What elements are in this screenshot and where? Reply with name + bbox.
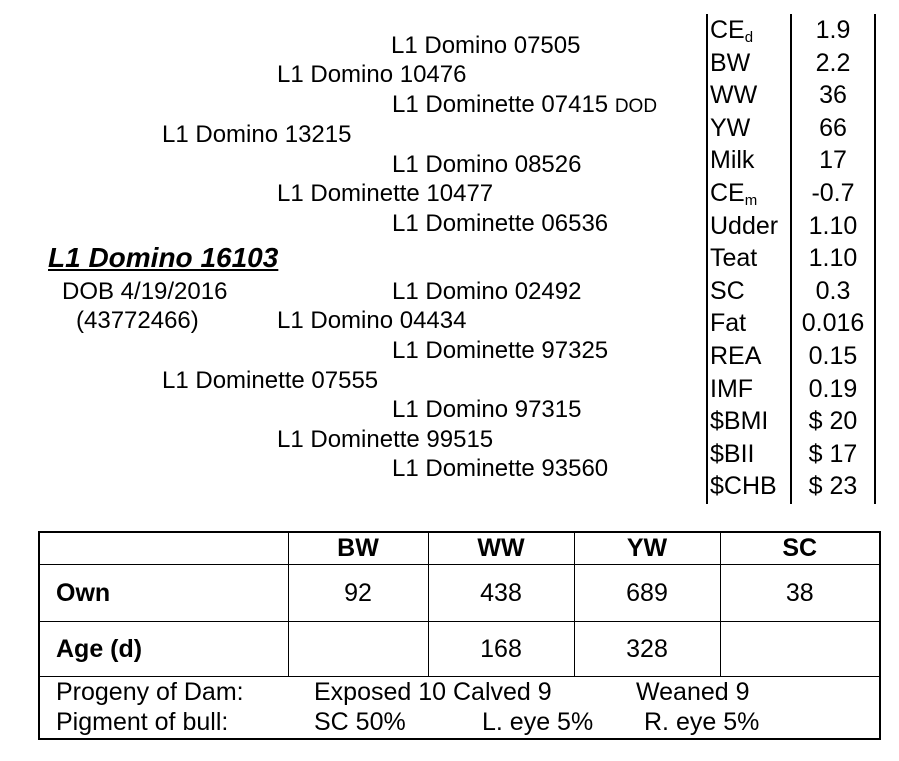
performance-table xyxy=(38,531,881,740)
epd-value: 0.016 xyxy=(801,309,865,338)
age-ww: 168 xyxy=(428,622,574,677)
epd-row xyxy=(706,144,876,177)
epd-value: 66 xyxy=(819,113,847,142)
epd-label-subscript: d xyxy=(744,29,754,46)
own-yw: 689 xyxy=(574,565,720,622)
epd-label xyxy=(710,470,777,503)
pedigree-sire-dam-dam: L1 Dominette 06536 xyxy=(392,210,609,237)
pedigree-sire-sire: L1 Domino 10476 xyxy=(277,61,467,88)
epd-label xyxy=(710,79,757,112)
own-sc: 38 xyxy=(720,565,879,622)
epd-label-text: Milk xyxy=(710,146,755,175)
epd-label xyxy=(710,340,761,373)
epd-row xyxy=(706,307,876,340)
pigment-left-eye: L. eye 5% xyxy=(482,708,594,736)
epd-label-text: CE xyxy=(710,16,745,44)
registration-number: (43772466) xyxy=(76,307,199,334)
own-bw: 92 xyxy=(288,565,428,622)
epd-label xyxy=(710,275,745,308)
epd-label xyxy=(710,307,746,340)
own-ww: 438 xyxy=(428,565,574,622)
age-label: Age (d) xyxy=(40,622,288,677)
pedigree-dam-dam-sire: L1 Domino 97315 xyxy=(392,396,582,423)
epd-row xyxy=(706,177,876,210)
header-blank xyxy=(40,533,288,565)
epd-label-text: REA xyxy=(710,342,762,370)
epd-label-text: IMF xyxy=(710,374,754,403)
age-yw: 328 xyxy=(574,622,720,677)
epd-value: 17 xyxy=(819,146,847,175)
epd-row xyxy=(706,14,876,47)
pedigree-dam-dam: L1 Dominette 99515 xyxy=(277,426,494,453)
epd-value: -0.7 xyxy=(811,179,855,207)
pedigree-dam: L1 Dominette 07555 xyxy=(162,367,379,394)
pedigree-sire-dam: L1 Dominette 10477 xyxy=(277,180,494,207)
epd-label-text: SC xyxy=(710,276,745,305)
epd-row xyxy=(706,470,876,503)
own-label: Own xyxy=(40,565,288,622)
epd-label-text: $CHB xyxy=(710,472,777,501)
epd-row xyxy=(706,438,876,471)
age-bw xyxy=(288,622,428,677)
epd-row xyxy=(706,275,876,308)
pigment-sc: SC 50% xyxy=(314,708,406,736)
pedigree-dam-sire-sire: L1 Domino 02492 xyxy=(392,278,582,305)
epd-value: 36 xyxy=(819,81,847,110)
epd-label xyxy=(710,112,750,145)
pigment-label: Pigment of bull: xyxy=(56,708,229,736)
epd-row xyxy=(706,79,876,112)
epd-label-text: YW xyxy=(710,113,751,142)
epd-row xyxy=(706,47,876,80)
epd-label xyxy=(710,210,778,243)
pedigree-sire-sire-dam-name: L1 Dominette 07415 xyxy=(392,91,609,118)
epd-label xyxy=(710,438,754,471)
epd-label-text: $BII xyxy=(710,439,755,468)
header-yw: YW xyxy=(574,533,720,565)
epd-label-text: Udder xyxy=(710,211,779,240)
animal-name: L1 Domino 16103 xyxy=(48,242,279,273)
pedigree-dam-sire: L1 Domino 04434 xyxy=(277,307,467,334)
header-bw: BW xyxy=(288,533,428,565)
epd-row xyxy=(706,242,876,275)
age-sc xyxy=(720,622,879,677)
header-sc: SC xyxy=(720,533,879,565)
pedigree-sire-sire-dam xyxy=(392,93,657,117)
epd-value: 1.10 xyxy=(808,211,858,240)
epd-value: 0.15 xyxy=(808,342,858,370)
pedigree-sire-sire-sire: L1 Domino 07505 xyxy=(391,32,581,59)
header-ww: WW xyxy=(428,533,574,565)
progeny-weaned: Weaned 9 xyxy=(636,678,750,706)
epd-label xyxy=(710,405,768,438)
epd-value: 1.10 xyxy=(808,244,858,273)
pedigree-sire: L1 Domino 13215 xyxy=(162,121,352,148)
epd-label xyxy=(710,47,750,80)
progeny-label: Progeny of Dam: xyxy=(56,678,244,706)
epd-value: $ 23 xyxy=(808,472,858,501)
epd-row xyxy=(706,340,876,373)
epd-value: 0.3 xyxy=(815,276,851,305)
epd-table xyxy=(706,14,876,504)
epd-value: $ 20 xyxy=(808,407,858,436)
epd-value: 1.9 xyxy=(815,16,851,44)
date-of-birth: DOB 4/19/2016 xyxy=(62,278,228,305)
pedigree-dam-sire-dam: L1 Dominette 97325 xyxy=(392,337,609,364)
dod-tag: DOD xyxy=(614,96,658,117)
epd-label-text: WW xyxy=(710,81,758,110)
pedigree-dam-dam-dam: L1 Dominette 93560 xyxy=(392,455,609,482)
epd-row xyxy=(706,373,876,406)
epd-value: 0.19 xyxy=(808,374,858,403)
epd-label-text: BW xyxy=(710,48,751,77)
epd-value: 2.2 xyxy=(815,48,851,77)
epd-value: $ 17 xyxy=(808,439,858,468)
epd-row xyxy=(706,405,876,438)
epd-label-text: $BMI xyxy=(710,407,769,436)
pigment-right-eye: R. eye 5% xyxy=(644,708,760,736)
epd-label-text: Fat xyxy=(710,309,747,338)
pedigree-sire-dam-sire: L1 Domino 08526 xyxy=(392,151,582,178)
epd-label-text: Teat xyxy=(710,244,758,273)
epd-row xyxy=(706,210,876,243)
epd-label xyxy=(710,242,757,275)
progeny-exposed-calved: Exposed 10 Calved 9 xyxy=(314,678,552,706)
epd-row xyxy=(706,112,876,145)
epd-label-subscript: m xyxy=(744,192,758,209)
epd-label xyxy=(710,144,754,177)
epd-label xyxy=(710,373,753,406)
epd-label-text: CE xyxy=(710,179,745,207)
